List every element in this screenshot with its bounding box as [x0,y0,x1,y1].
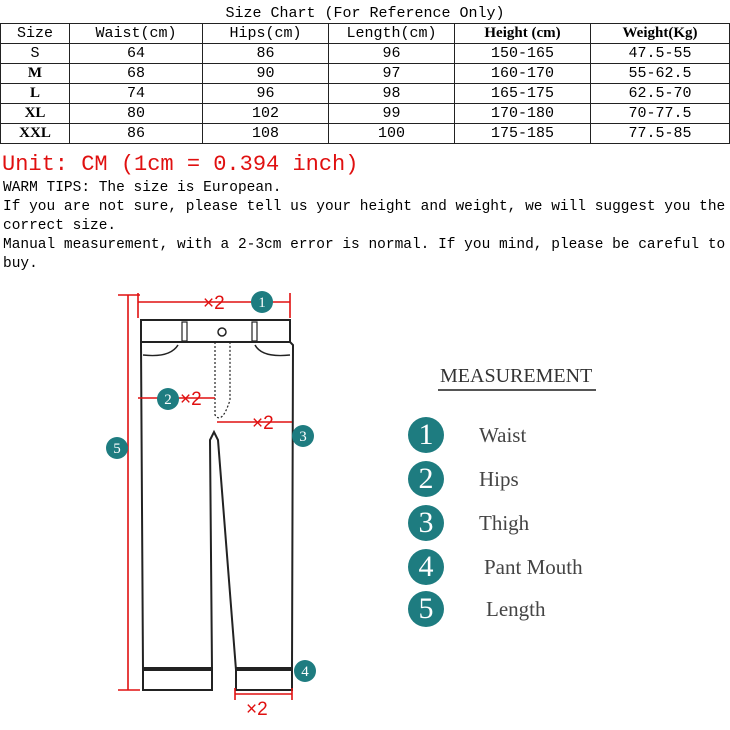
table-cell: 165-175 [455,84,591,104]
table-cell: 150-165 [455,44,591,64]
marker-1-text: 1 [258,295,266,311]
table-cell: XL [1,104,70,124]
table-title: Size Chart (For Reference Only) [1,4,730,24]
mouth-x2-label: ×2 [246,699,268,720]
col-height: Height (cm) [455,24,591,44]
col-size: Size [1,24,70,44]
marker-2-text: 2 [164,392,172,408]
table-cell: 108 [203,124,329,144]
col-waist: Waist(cm) [70,24,203,44]
table-row [1,64,730,84]
number-1-icon: 1 [408,417,444,453]
table-cell: L [1,84,70,104]
table-row [1,44,730,64]
table-row [1,104,730,124]
table-cell: 64 [70,44,203,64]
col-weight: Weight(Kg) [591,24,730,44]
unit-note: Unit: CM (1cm = 0.394 inch) [2,152,359,177]
legend-label: Hips [479,466,519,491]
legend-label: Waist [479,422,527,447]
table-cell: 99 [329,104,455,124]
table-cell: 96 [203,84,329,104]
number-5-icon: 5 [408,591,444,627]
table-cell: 160-170 [455,64,591,84]
table-cell: 102 [203,104,329,124]
table-cell: XXL [1,124,70,144]
tip-suggest: If you are not sure, please tell us your height and weight, we will suggest you the correct size. [3,199,726,234]
legend-item-hips [408,461,519,497]
legend-item-pant-mouth [408,549,583,585]
legend-label: Pant Mouth [484,554,583,579]
legend-label: Length [486,596,546,621]
col-hips: Hips(cm) [203,24,329,44]
col-length: Length(cm) [329,24,455,44]
table-cell: 97 [329,64,455,84]
pants-diagram [0,285,400,730]
table-cell: 47.5-55 [591,44,730,64]
table-cell: 62.5-70 [591,84,730,104]
table-row [1,124,730,144]
table-cell: 86 [70,124,203,144]
legend-title: MEASUREMENT [438,365,596,391]
table-cell: 175-185 [455,124,591,144]
table-cell: 86 [203,44,329,64]
number-2-icon: 2 [408,461,444,497]
number-4-icon: 4 [408,549,444,585]
table-cell: S [1,44,70,64]
thigh-x2-label: ×2 [252,413,274,434]
table-cell: 77.5-85 [591,124,730,144]
table-cell: 98 [329,84,455,104]
table-cell: 70-77.5 [591,104,730,124]
table-cell: 74 [70,84,203,104]
table-row [1,84,730,104]
table-header [1,24,730,44]
table-cell: M [1,64,70,84]
legend-item-length [408,591,545,627]
hips-x2-label: ×2 [180,389,202,410]
pants-outline [141,320,293,670]
marker-5-text: 5 [113,441,121,457]
table-cell: 100 [329,124,455,144]
waist-x2-label: ×2 [203,293,225,314]
legend-label: Thigh [479,510,530,535]
marker-4-text: 4 [301,664,309,680]
legend-item-waist [408,417,526,453]
table-cell: 96 [329,44,455,64]
tip-error: Manual measurement, with a 2-3cm error is normal. If you mind, please be careful to buy. [3,237,726,272]
size-table [0,4,730,144]
table-cell: 55-62.5 [591,64,730,84]
table-cell: 170-180 [455,104,591,124]
legend-item-thigh [408,505,529,541]
marker-3-text: 3 [299,429,307,445]
number-3-icon: 3 [408,505,444,541]
table-cell: 90 [203,64,329,84]
tip-european: WARM TIPS: The size is European. [3,180,282,196]
table-cell: 68 [70,64,203,84]
table-cell: 80 [70,104,203,124]
